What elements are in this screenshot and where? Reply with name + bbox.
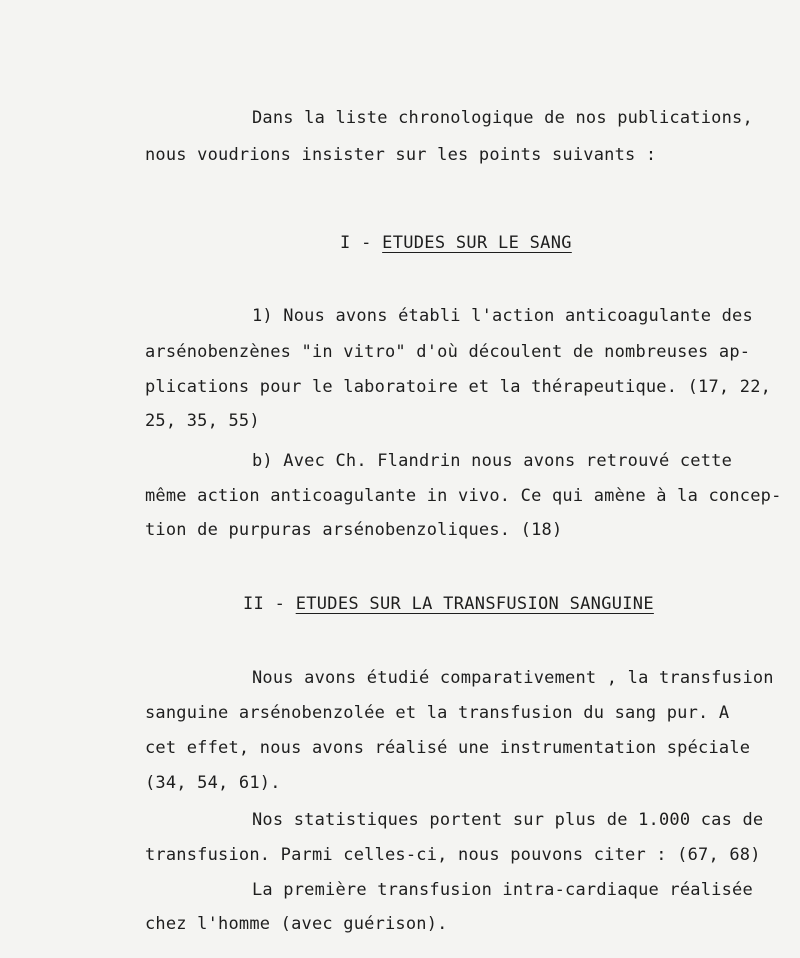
section-1-para-2-line-3: tion de purpuras arsénobenzoliques. (18) [145,520,563,540]
section-2-para-3-line-1: La première transfusion intra-cardiaque réalisée [252,880,753,900]
section-2-para-3-line-2: chez l'homme (avec guérison). [145,914,448,934]
section-2-para-1-line-2: sanguine arsénobenzolée et la transfusion du sang pur. A [145,703,730,723]
section-1-para-1-line-4: 25, 35, 55) [145,411,260,431]
section-2-para-1-line-3: cet effet, nous avons réalisé une instrumentation spéciale [145,738,751,758]
section-2-number: II - [243,594,286,614]
intro-line-2: nous voudrions insister sur les points suivants : [145,145,657,165]
section-1-para-1-line-1: 1) Nous avons établi l'action anticoagulante des [252,306,753,326]
intro-line-1: Dans la liste chronologique de nos publications, [252,108,753,128]
section-1-para-1-line-3: plications pour le laboratoire et la thérapeutique. (17, 22, [145,377,772,397]
section-1-number: I - [340,233,372,253]
section-2-para-1-line-1: Nous avons étudié comparativement , la transfusion [252,668,774,688]
section-2-para-1-line-4: (34, 54, 61). [145,773,281,793]
section-2-para-2-line-2: transfusion. Parmi celles-ci, nous pouvons citer : (67, 68) [145,845,761,865]
section-1-title: ETUDES SUR LE SANG [382,233,572,253]
section-1-para-2-line-1: b) Avec Ch. Flandrin nous avons retrouvé cette [252,451,733,471]
section-1-para-1-line-2: arsénobenzènes "in vitro" d'où découlent de nombreuses ap- [145,342,751,362]
section-2-title: ETUDES SUR LA TRANSFUSION SANGUINE [295,594,654,614]
section-1-heading [340,233,572,253]
section-1-para-2-line-2: même action anticoagulante in vivo. Ce qui amène à la concep- [145,486,782,506]
section-2-heading [243,594,654,614]
section-2-para-2-line-1: Nos statistiques portent sur plus de 1.000 cas de [252,810,764,830]
